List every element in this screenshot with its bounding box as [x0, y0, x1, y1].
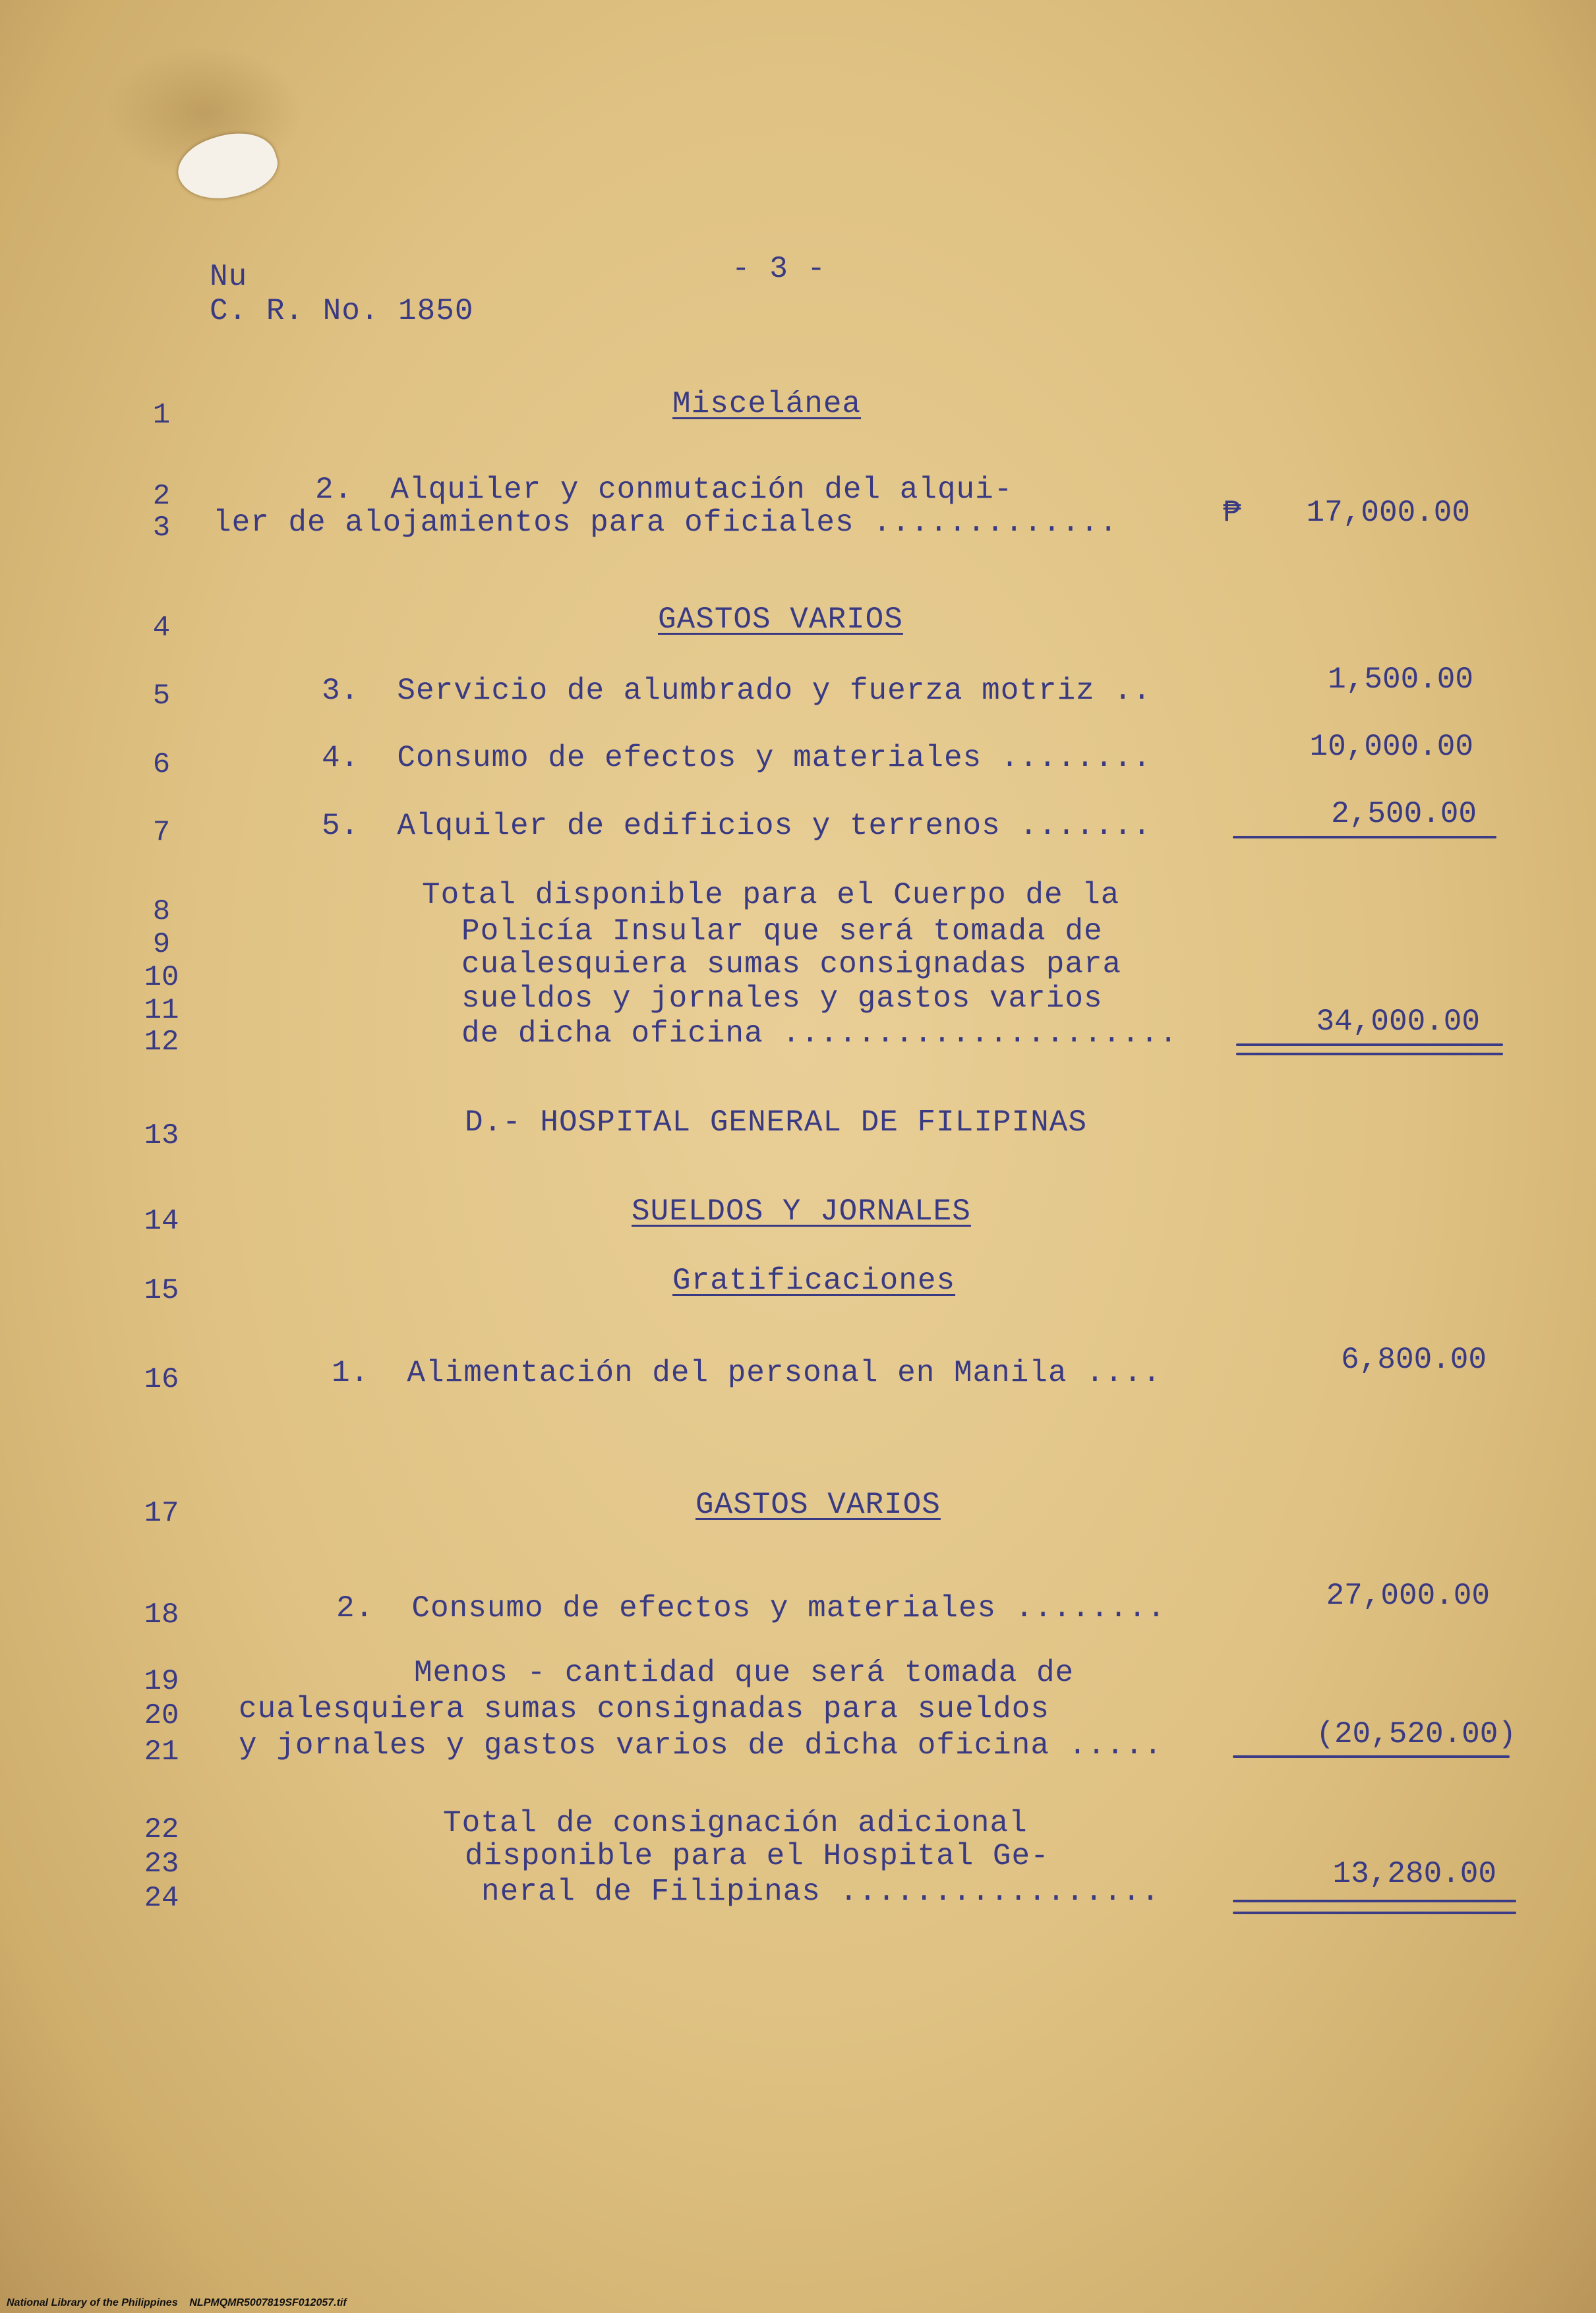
amount: 17,000.00 — [1306, 496, 1470, 530]
line-number: 19 — [144, 1665, 179, 1698]
line-text: 4. Consumo de efectos y materiales ........ — [322, 741, 1152, 775]
amount: 1,500.00 — [1328, 662, 1473, 697]
amount: 27,000.00 — [1326, 1579, 1490, 1613]
reference-number: C. R. No. 1850 — [210, 294, 474, 328]
line-text: y jornales y gastos varios de dicha oficina ..... — [239, 1728, 1163, 1763]
line-number: 10 — [144, 961, 179, 994]
line-text: 3. Servicio de alumbrado y fuerza motriz .. — [322, 674, 1152, 708]
line-text: cualesquiera sumas consignadas para sueldos — [239, 1692, 1049, 1726]
line-number: 17 — [144, 1497, 179, 1530]
amount: 2,500.00 — [1331, 797, 1477, 831]
line-number: 14 — [144, 1205, 179, 1238]
line-number: 3 — [152, 512, 171, 544]
section-subheading: Gratificaciones — [672, 1264, 956, 1298]
double-rule-top — [1233, 1900, 1516, 1902]
line-number: 12 — [144, 1026, 179, 1059]
line-text: 5. Alquiler de edificios y terrenos ....... — [322, 809, 1152, 843]
section-title: D.- HOSPITAL GENERAL DE FILIPINAS — [465, 1105, 1087, 1140]
line-number: 24 — [144, 1882, 179, 1915]
line-text: 1. Alimentación del personal en Manila .... — [332, 1356, 1162, 1390]
section-heading: GASTOS VARIOS — [695, 1488, 941, 1522]
line-number: 23 — [144, 1848, 179, 1881]
double-rule-bottom — [1236, 1053, 1503, 1055]
line-text: ler de alojamientos para oficiales ............. — [213, 506, 1119, 540]
line-number: 22 — [144, 1813, 179, 1846]
section-heading: GASTOS VARIOS — [658, 602, 903, 637]
line-text: Total de consignación adicional — [443, 1806, 1028, 1840]
header-initials: Nu — [210, 260, 248, 294]
archive-footer: National Library of the Philippines NLPMQMR5007819SF012057.tif — [7, 2297, 347, 2308]
amount: (20,520.00) — [1316, 1717, 1516, 1751]
amount: 34,000.00 — [1316, 1005, 1480, 1039]
line-number: 5 — [152, 680, 171, 713]
double-rule-bottom — [1233, 1912, 1516, 1914]
underline-rule — [1233, 836, 1496, 838]
line-text: Total disponible para el Cuerpo de la — [422, 878, 1120, 912]
amount: 6,800.00 — [1341, 1343, 1487, 1377]
line-number: 13 — [144, 1119, 179, 1152]
amount: 10,000.00 — [1309, 730, 1473, 764]
line-text: sueldos y jornales y gastos varios — [461, 981, 1103, 1016]
line-number: 18 — [144, 1598, 179, 1631]
line-number: 15 — [144, 1274, 179, 1307]
line-text: Policía Insular que será tomada de — [461, 914, 1103, 949]
underline-rule — [1233, 1755, 1510, 1758]
line-text: cualesquiera sumas consignadas para — [461, 947, 1122, 981]
line-number: 8 — [152, 895, 171, 928]
line-number: 11 — [144, 994, 179, 1027]
section-heading: SUELDOS Y JORNALES — [632, 1194, 971, 1229]
line-number: 1 — [152, 399, 171, 432]
amount: 13,280.00 — [1332, 1857, 1496, 1891]
line-text: de dicha oficina ..................... — [461, 1016, 1178, 1051]
line-number: 6 — [152, 748, 171, 781]
double-rule-top — [1236, 1043, 1503, 1046]
line-text: Menos - cantidad que será tomada de — [414, 1656, 1075, 1690]
line-number: 2 — [152, 480, 171, 513]
line-number: 7 — [152, 816, 171, 849]
section-heading: Miscelánea — [672, 387, 862, 421]
line-number: 16 — [144, 1363, 179, 1396]
line-number: 9 — [152, 928, 171, 961]
line-number: 20 — [144, 1699, 179, 1732]
line-number: 21 — [144, 1736, 179, 1769]
line-text: neral de Filipinas ................. — [481, 1875, 1160, 1909]
line-text: disponible para el Hospital Ge- — [465, 1839, 1049, 1873]
currency-symbol: ₱ — [1223, 496, 1242, 530]
line-text: 2. Alquiler y conmutación del alqui- — [315, 473, 1013, 507]
line-number: 4 — [152, 612, 171, 645]
line-text: 2. Consumo de efectos y materiales ........ — [336, 1591, 1166, 1625]
page-number: - 3 - — [732, 252, 827, 286]
